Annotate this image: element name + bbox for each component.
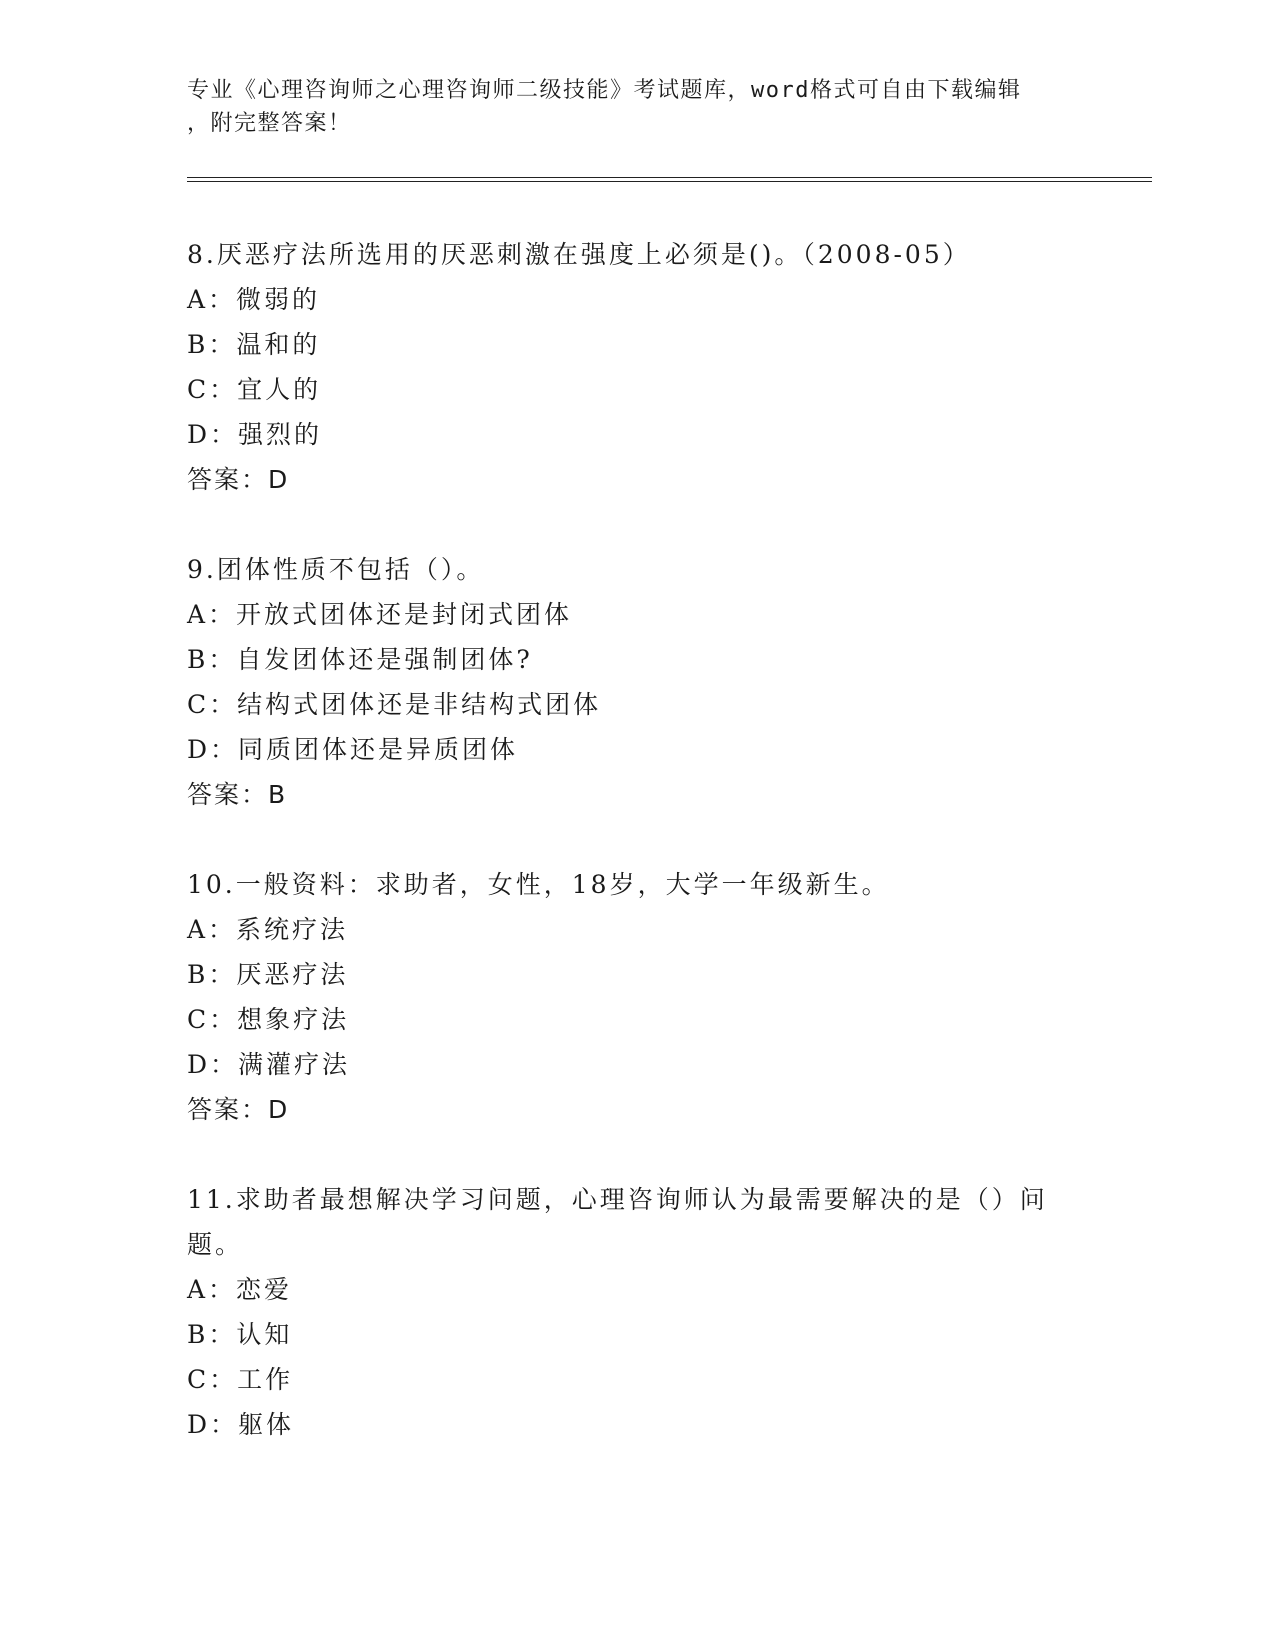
header-divider-bottom [187, 181, 1152, 182]
option-b: B：认知 [187, 1320, 293, 1349]
question-11 [187, 1177, 1087, 1447]
option-b: B：自发团体还是强制团体? [187, 645, 533, 674]
question-stem: 8.厌恶疗法所选用的厌恶刺激在强度上必须是()。（2008-05） [187, 240, 971, 269]
option-d: D：躯体 [187, 1410, 295, 1439]
option-d: D：同质团体还是异质团体 [187, 735, 519, 764]
option-a: A：恋爱 [187, 1275, 293, 1304]
option-c: C：宜人的 [187, 375, 322, 404]
option-b: B：温和的 [187, 330, 321, 359]
question-8 [187, 232, 1087, 503]
answer-label: 答案：D [187, 1095, 290, 1124]
question-stem: 10.一般资料：求助者，女性，18岁，大学一年级新生。 [187, 870, 890, 899]
question-9 [187, 547, 1087, 818]
option-d: D：满灌疗法 [187, 1050, 351, 1079]
question-stem-line-2: 题。 [187, 1230, 244, 1259]
document-header [187, 74, 1067, 140]
header-line-2: ，附完整答案！ [187, 111, 352, 136]
option-a: A：开放式团体还是封闭式团体 [187, 600, 573, 629]
option-c: C：想象疗法 [187, 1005, 350, 1034]
header-line-1: 专业《心理咨询师之心理咨询师二级技能》考试题库，word格式可自由下载编辑 [187, 78, 1022, 103]
question-10 [187, 862, 1087, 1133]
option-c: C：结构式团体还是非结构式团体 [187, 690, 602, 719]
option-b: B：厌恶疗法 [187, 960, 349, 989]
answer-label: 答案：B [187, 780, 288, 809]
option-a: A：微弱的 [187, 285, 321, 314]
option-d: D：强烈的 [187, 420, 323, 449]
question-stem-line-1: 11.求助者最想解决学习问题，心理咨询师认为最需要解决的是（）问 [187, 1185, 1048, 1214]
option-a: A：系统疗法 [187, 915, 349, 944]
header-divider-top [187, 177, 1152, 178]
option-c: C：工作 [187, 1365, 294, 1394]
answer-label: 答案：D [187, 465, 290, 494]
question-stem: 9.团体性质不包括（）。 [187, 555, 485, 584]
